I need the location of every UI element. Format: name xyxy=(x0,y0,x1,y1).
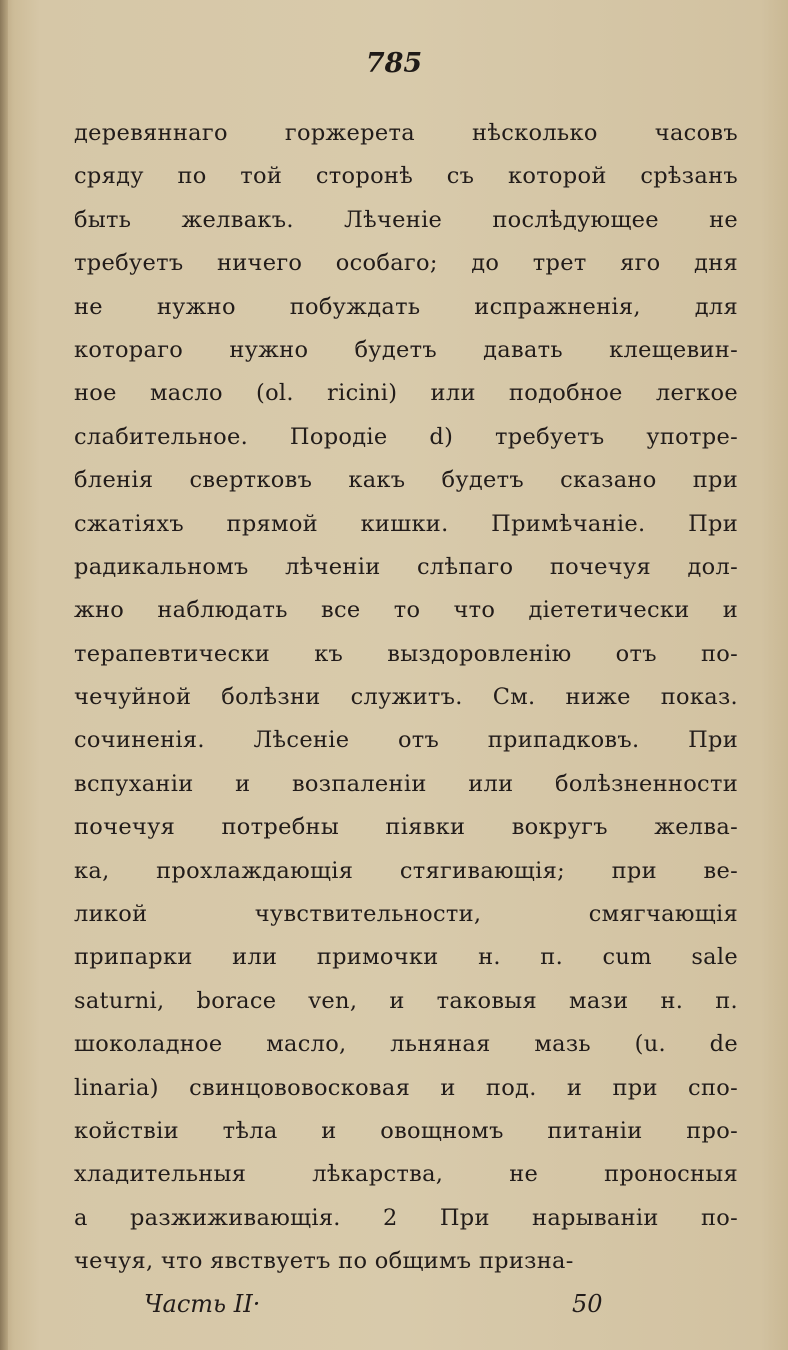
text-line: ка, прохлаждающія стягивающія; при ве- xyxy=(74,857,738,884)
text-line: хладительныя лѣкарства, не проносныя xyxy=(74,1161,738,1188)
text-line: котораго нужно будетъ давать клещевин- xyxy=(74,336,738,363)
page-spine-shadow xyxy=(0,0,8,1350)
text-line: вспуханіи и возпаленіи или болѣзненности xyxy=(74,770,738,797)
page-number: 785 xyxy=(365,48,423,79)
text-line: быть желвакъ. Лѣченіе послѣдующее не xyxy=(74,206,738,233)
page-footer xyxy=(74,1290,738,1330)
text-line: сочиненія. Лѣсеніе отъ припадковъ. При xyxy=(74,727,738,754)
text-line: деревяннаго горжерета нѣсколько часовъ xyxy=(74,120,738,146)
text-line: слабительное. Породіе d) требуетъ употре- xyxy=(74,423,738,450)
text-line: ликой чувствительности, смягчающія xyxy=(74,901,738,928)
text-line: чечуйной болѣзни служитъ. См. ниже показ. xyxy=(74,684,738,711)
text-line: радикальномъ лѣченіи слѣпаго почечуя дол- xyxy=(74,553,738,580)
body-text xyxy=(74,112,738,1284)
text-line: терапевтически къ выздоровленію отъ по- xyxy=(74,640,738,667)
text-line: бленія свертковъ какъ будетъ сказано при xyxy=(74,467,738,494)
text-line: чечуя, что явствуетъ по общимъ призна- xyxy=(74,1248,574,1275)
text-line: linaria) свинцововосковая и под. и при спо- xyxy=(74,1074,738,1101)
text-line: требуетъ ничего особаго; до трет яго дня xyxy=(74,250,738,277)
text-line: шоколадное масло, льняная мазь (u. de xyxy=(74,1031,738,1058)
part-label: Часть II· xyxy=(144,1290,261,1318)
text-line: saturni, borace ven, и таковыя мази н. п. xyxy=(74,987,738,1014)
text-line: койствіи тѣла и овощномъ питаніи про- xyxy=(74,1117,738,1144)
text-line: ное масло (ol. ricini) или подобное легкое xyxy=(74,380,738,407)
text-line: не нужно побуждать испражненія, для xyxy=(74,293,738,320)
text-line: жно наблюдать все то что діететически и xyxy=(74,597,738,624)
signature-mark: 50 xyxy=(572,1290,603,1318)
text-line: а разжиживающія. 2 При нарываніи по- xyxy=(74,1204,738,1231)
text-line: припарки или примочки н. п. cum sale xyxy=(74,944,738,971)
text-line: почечуя потребны піявки вокругъ желва- xyxy=(74,814,738,841)
text-line: сжатіяхъ прямой кишки. Примѣчаніе. При xyxy=(74,510,738,537)
text-line: сряду по той сторонѣ съ которой срѣзанъ xyxy=(74,163,738,190)
